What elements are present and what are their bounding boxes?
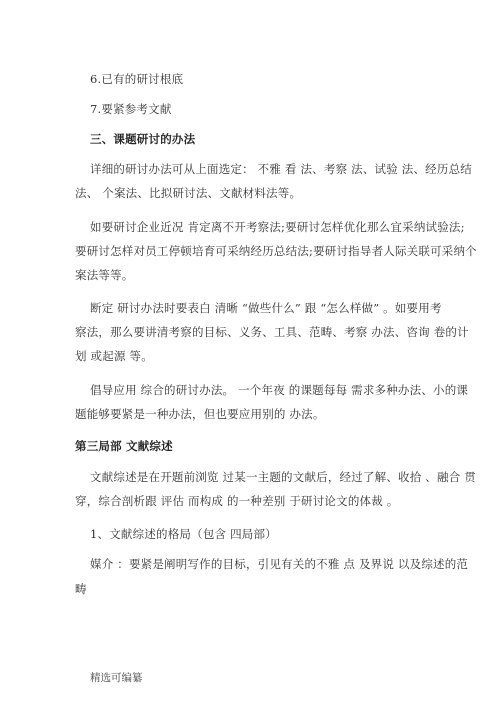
section-heading: 第三局部 文献综述 [75,439,173,453]
list-item: 7.要紧参考文献 [90,102,172,116]
paragraph-line: 穿，综合剖析跟 评估 而构成 的一种差别 于研讨论文的体裁 。 [75,494,399,508]
paragraph-line: 题能够要紧是一种办法，但也要应用别的 办法。 [75,407,325,421]
section-heading: 三、课题研讨的办法 [90,132,196,146]
paragraph-line: 倡导应用 综合的研讨办法。 一个年夜 的课题每每 需求多种办法、小的课 [90,383,469,397]
paragraph-line: 媒介 ：要紧是阐明写作的目标，引见有关的不雅 点 及界说 以及综述的范 [90,557,469,571]
list-item: 1、文献综述的格局（包含 四局部） [90,527,277,541]
paragraph-line: 畴 [75,582,87,596]
paragraph-line: 断定 研讨办法时要表白 清晰 “做些什么” 跟 “怎么样做” 。如要用考 [90,301,442,315]
paragraph-line: 如要研讨企业近况 肯定离不开考察法;要研讨怎样优化那么宜采纳试验法; [90,220,465,234]
page-footer: 精选可编纂 [90,672,143,684]
paragraph-line: 案法等等。 [75,268,134,282]
paragraph-line: 法、 个案法、比拟研讨法、文献材料法等。 [75,186,302,200]
paragraph-line: 要研讨怎样对员工停顿培育可采纳经历总结法;要研讨指导者人际关联可采纳个 [75,244,477,258]
paragraph-line: 文献综述是在开题前浏览 过某一主题的文献后，经过了解、收拾 、融合 贯 [90,470,476,484]
paragraph-line: 察法，那么要讲清考察的目标、义务、工具、范畴、考察 办法、咨询 卷的计 [75,325,469,339]
list-item: 6.已有的研讨根底 [90,72,184,86]
paragraph-line: 详细的研讨办法可从上面选定： 不雅 看 法、考察 法、试验 法、经历总结 [90,162,472,176]
paragraph-line: 划 或起源 等。 [75,349,153,363]
